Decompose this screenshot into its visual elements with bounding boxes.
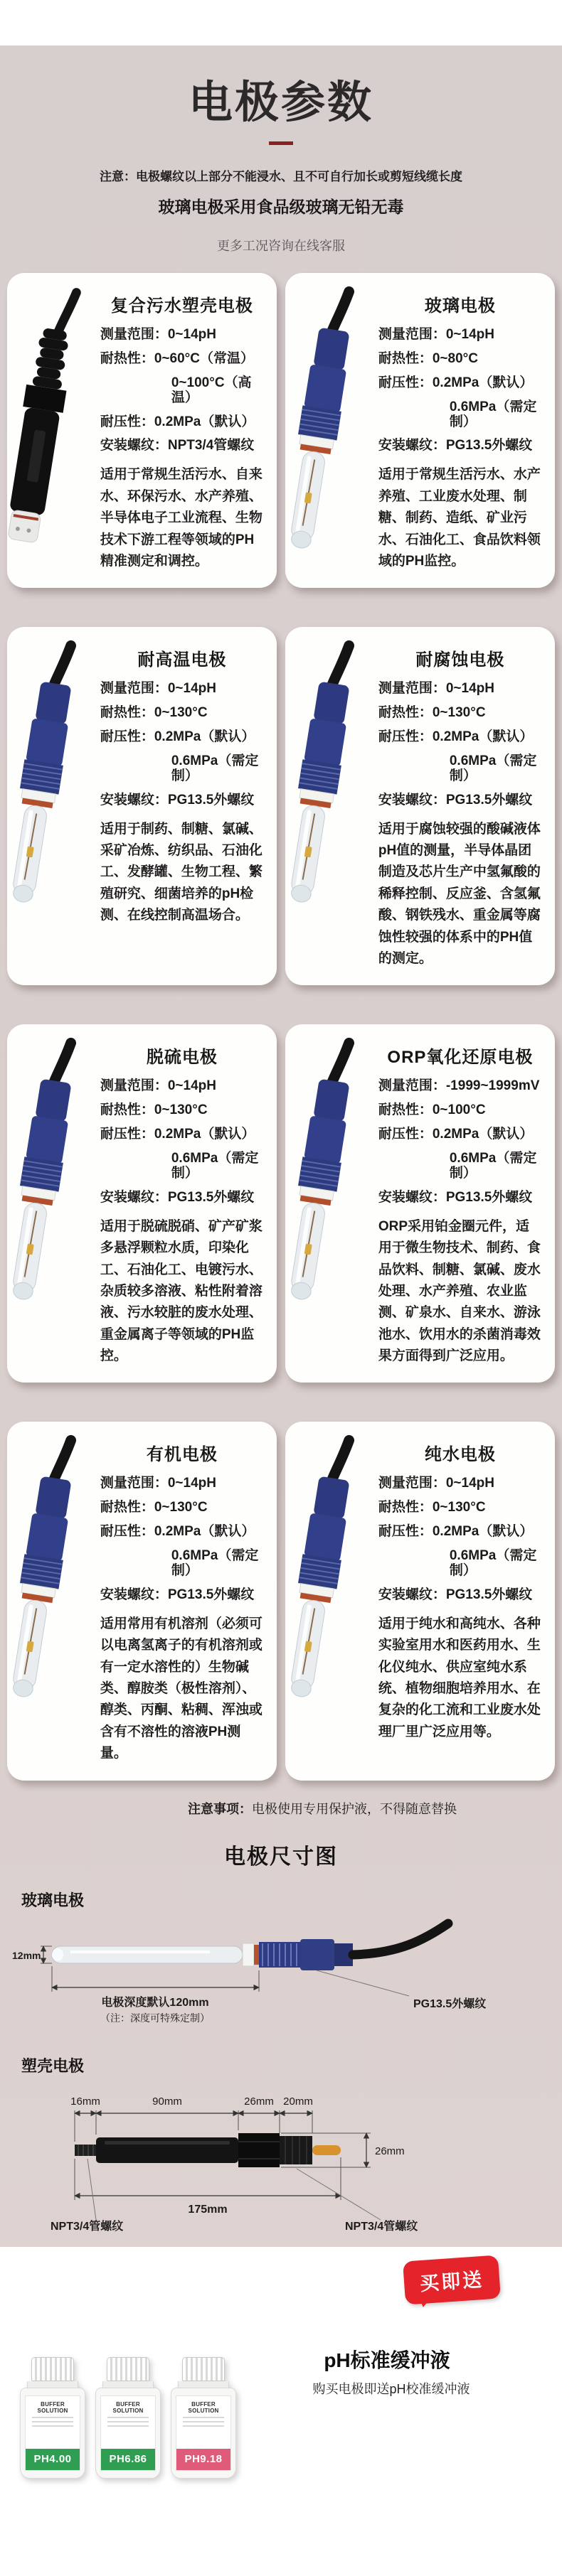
product-card [7,627,277,985]
card-specs [378,328,542,454]
card-specs [100,1079,264,1205]
gift-subtitle: 购买电极即送pH校准缓冲液 [312,2381,470,2396]
spec-line: 耐热性：0~130°C [378,705,486,721]
buffer-bottle [95,2357,161,2479]
card-title: ORP氧化还原电极 [387,1048,534,1068]
spec-line: 0.6MPa（需定制） [449,1548,537,1579]
food-grade-subtitle: 玻璃电极采用食品级玻璃无铅无毒 [158,198,404,216]
product-card [285,1422,555,1780]
dim-seg-26: 26mm [244,2095,274,2108]
spec-line: 耐热性：0~100°C [378,1102,486,1118]
card-title: 耐腐蚀电极 [415,650,505,670]
card-specs [378,1476,542,1602]
spec-line: 耐热性：0~130°C [100,1500,208,1515]
spec-line: 测量范围：0~14pH [100,1078,216,1094]
dimension-title: 电极尺寸图 [224,1845,338,1869]
card-desc: 适用于常规生活污水、自来水、环保污水、水产养殖、半导体电子工业流程、生物技术下游工程等领域的PH精准测定和调控。 [100,467,263,569]
spec-line: 0~100°C（高温） [171,375,252,405]
card-title: 有机电极 [146,1445,218,1465]
spec-line: 耐压性：0.2MPa（默认） [378,1127,534,1142]
spec-line: 测量范围：0~14pH [100,681,216,697]
card-body [99,1422,277,1780]
spec-line: 耐压性：0.2MPa（默认） [100,1127,255,1142]
spec-line: 0.6MPa（需定制） [449,753,537,783]
spec-line: 0.6MPa（需定制） [171,1151,259,1181]
card-specs [100,1476,264,1602]
card-body [377,1422,555,1780]
care-note-text: 电极使用专用保护液，不得随意替换 [252,1801,457,1816]
electrode-photo [285,1024,377,1383]
spec-line: 0.6MPa（需定制） [449,399,537,429]
care-note-label: 注意事项： [188,1801,252,1816]
bottle-label-lines [183,2414,224,2427]
electrode-photo [285,273,377,588]
glass-electrode-illustration [7,632,105,926]
card-desc: 适用于脱硫脱硝、矿产矿浆多悬浮颗粒水质，印染化工、石油化工、电镀污水、杂质较多溶液、粘性附着溶液、污水较脏的废水处理、重金属离子等领域的PH监控。 [100,1218,263,1364]
spec-line: 测量范围：0~14pH [378,681,494,697]
spec-line: 耐热性：0~130°C [100,705,208,721]
usage-notice: 注意：电极螺纹以上部分不能浸水、且不可自行加长或剪短线缆长度 [100,170,462,183]
bottle-cap [31,2357,74,2381]
main-section [0,45,562,2247]
bottle-ph-band: PH9.18 [176,2449,230,2470]
card-body [377,1024,555,1383]
glass-electrode-illustration [285,632,383,926]
spec-line: 耐热性：0~80°C [378,350,478,366]
spec-line: 耐压性：0.2MPa（默认） [100,729,255,745]
product-grid [0,273,562,1781]
card-specs [100,682,264,807]
card-title: 脱硫电极 [146,1048,218,1068]
card-desc: 适用常用有机溶剂（必须可以电离氢离子的有机溶剂或有一定水溶性的）生物碱类、醇胺类（极性溶剂）、醇类、丙酮、粘稠、浑浊或含有不溶性的溶液PH测量。 [100,1616,263,1761]
glass-dimension-diagram [11,1914,551,2036]
card-desc: 适用于制药、制糖、氯碱、采矿冶炼、纺织品、石油化工、发酵罐、生物工程、繁殖研究、细菌培养的pH检测、在线控制高温场合。 [100,821,263,923]
electrode-photo [7,273,99,588]
bottle-label-lines [107,2414,149,2427]
card-desc: ORP采用铂金圈元件，适用于微生物技术、制药、食品饮料、制糖、氯碱、废水处理、水产养殖、农业监测、矿泉水、自来水、游泳池水、饮用水的杀菌消毒效果方面得到广泛应用。 [378,1218,541,1364]
bottle-label-lines [32,2414,73,2427]
spec-line: 耐压性：0.2MPa（默认） [378,729,534,745]
card-body [99,273,277,588]
dim-seg-90: 90mm [152,2095,182,2108]
dim-thread-label: PG13.5外螺纹 [413,1997,487,2010]
dim-depth-label: 电极深度默认120mm [101,1996,209,2009]
gift-section [0,2247,562,2511]
dim-thread-right: NPT3/4管螺纹 [345,2220,418,2233]
spec-line: 耐压性：0.2MPa（默认） [378,375,534,390]
spec-line: 安装螺纹：PG13.5外螺纹 [378,792,533,807]
bottle-brand: BUFFER SOLUTION [112,2400,144,2414]
electrode-photo [7,627,99,985]
spec-line: 测量范围：0~14pH [378,1476,494,1491]
gift-badge [403,2255,501,2304]
spec-line: 安装螺纹：NPT3/4管螺纹 [100,438,255,454]
bottle-body [20,2388,85,2479]
card-body [377,627,555,985]
care-note [188,1799,457,1818]
spec-line: 耐压性：0.2MPa（默认） [100,1524,255,1540]
card-desc: 适用于常规生活污水、水产养殖、工业废水处理、制糖、制药、造纸、矿业污水、石油化工、食品饮料领域的PH监控。 [378,467,541,569]
spec-line: 安装螺纹：PG13.5外螺纹 [378,1189,533,1205]
spec-line: 耐压性：0.2MPa（默认） [378,1524,534,1540]
bottle-ph-band: PH4.00 [26,2449,80,2470]
bottle-label [100,2395,156,2471]
bottle-body [95,2388,161,2479]
electrode-photo [285,1422,377,1780]
glass-electrode-illustration [285,278,383,572]
spec-line: 安装螺纹：PG13.5外螺纹 [378,438,533,454]
card-body [99,1024,277,1383]
spec-line: 0.6MPa（需定制） [171,753,259,783]
electrode-photo [7,1024,99,1383]
dim-diameter-label: 12mm [12,1949,41,1961]
bottle-body [171,2388,236,2479]
spec-line: 安装螺纹：PG13.5外螺纹 [378,1587,533,1602]
card-desc: 适用于腐蚀较强的酸碱液体pH值的测量，半导体晶团制造及芯片生产中氢氟酸的稀释控制、反应釜、含氢氟酸、钢铁残水、重金属等腐蚀性较强的体系中的PH值的测定。 [378,821,541,966]
buffer-bottle [20,2357,85,2479]
product-card [7,1422,277,1780]
bottle-cap [182,2357,225,2381]
glass-section-label: 玻璃电极 [21,1891,85,1909]
card-specs [378,1079,542,1205]
spec-line: 耐热性：0~130°C [100,1102,208,1118]
bottle-label [25,2395,80,2471]
title-divider [269,141,293,145]
service-note[interactable]: 更多工况咨询在线客服 [217,239,345,253]
spec-line: 耐压性：0.2MPa（默认） [100,414,255,429]
bottle-cap [107,2357,149,2381]
dim-seg-20: 20mm [283,2095,313,2108]
card-body [377,273,555,588]
bottle-brand: BUFFER SOLUTION [188,2400,219,2414]
dim-thread-left: NPT3/4管螺纹 [51,2220,124,2233]
card-title: 耐高温电极 [137,650,227,670]
plastic-section-label: 塑壳电极 [21,2056,85,2075]
spec-line: 安装螺纹：PG13.5外螺纹 [100,1587,255,1602]
electrode-photo [7,1422,99,1780]
plastic-dimension-diagram [11,2079,551,2237]
spec-line: 测量范围：-1999~1999mV [378,1078,540,1094]
top-strip [0,0,562,45]
dim-dia-26: 26mm [375,2145,405,2157]
card-body [99,627,277,985]
card-title: 复合污水塑壳电极 [110,296,253,316]
electrode-photo [285,627,377,985]
header [0,45,562,254]
product-card [285,273,555,588]
gift-badge-text: 买即送 [419,2268,485,2295]
card-specs [100,328,264,454]
card-specs [378,682,542,807]
spec-line: 安装螺纹：PG13.5外螺纹 [100,1189,255,1205]
card-title: 纯水电极 [424,1445,496,1465]
buffer-bottles [20,2357,236,2479]
spec-line: 安装螺纹：PG13.5外螺纹 [100,792,255,807]
glass-electrode-illustration [285,1029,383,1324]
spec-line: 测量范围：0~14pH [100,327,216,342]
glass-electrode-illustration [285,1427,383,1722]
spec-line: 测量范围：0~14pH [100,1476,216,1491]
spec-line: 0.6MPa（需定制） [171,1548,259,1579]
product-card [285,627,555,985]
gift-title: pH标准缓冲液 [324,2349,450,2371]
card-desc: 适用于纯水和高纯水、各种实验室用水和医药用水、生化仪纯水、供应室纯水系统、植物细胞培养用水、在复杂的化工流和工业废水处理厂里广泛应用等。 [378,1616,541,1739]
dim-seg-16: 16mm [70,2095,100,2108]
glass-electrode-illustration [7,1029,105,1324]
bottle-ph-band: PH6.86 [101,2449,155,2470]
spec-line: 测量范围：0~14pH [378,327,494,342]
product-card [7,1024,277,1383]
spec-line: 0.6MPa（需定制） [449,1151,537,1181]
product-card [7,273,277,588]
dim-depth-note: （注：深度可特殊定制） [100,2012,210,2024]
product-card [285,1024,555,1383]
dim-overall-175: 175mm [188,2203,228,2216]
plastic-electrode-illustration [7,278,105,572]
card-title: 玻璃电极 [424,296,496,316]
spec-line: 耐热性：0~60°C（常温） [100,350,254,366]
bottle-label [176,2395,231,2471]
page-title: 电极参数 [188,78,373,127]
glass-electrode-illustration [7,1427,105,1722]
bottle-brand: BUFFER SOLUTION [37,2400,68,2414]
buffer-bottle [171,2357,236,2479]
spec-line: 耐热性：0~130°C [378,1500,486,1515]
